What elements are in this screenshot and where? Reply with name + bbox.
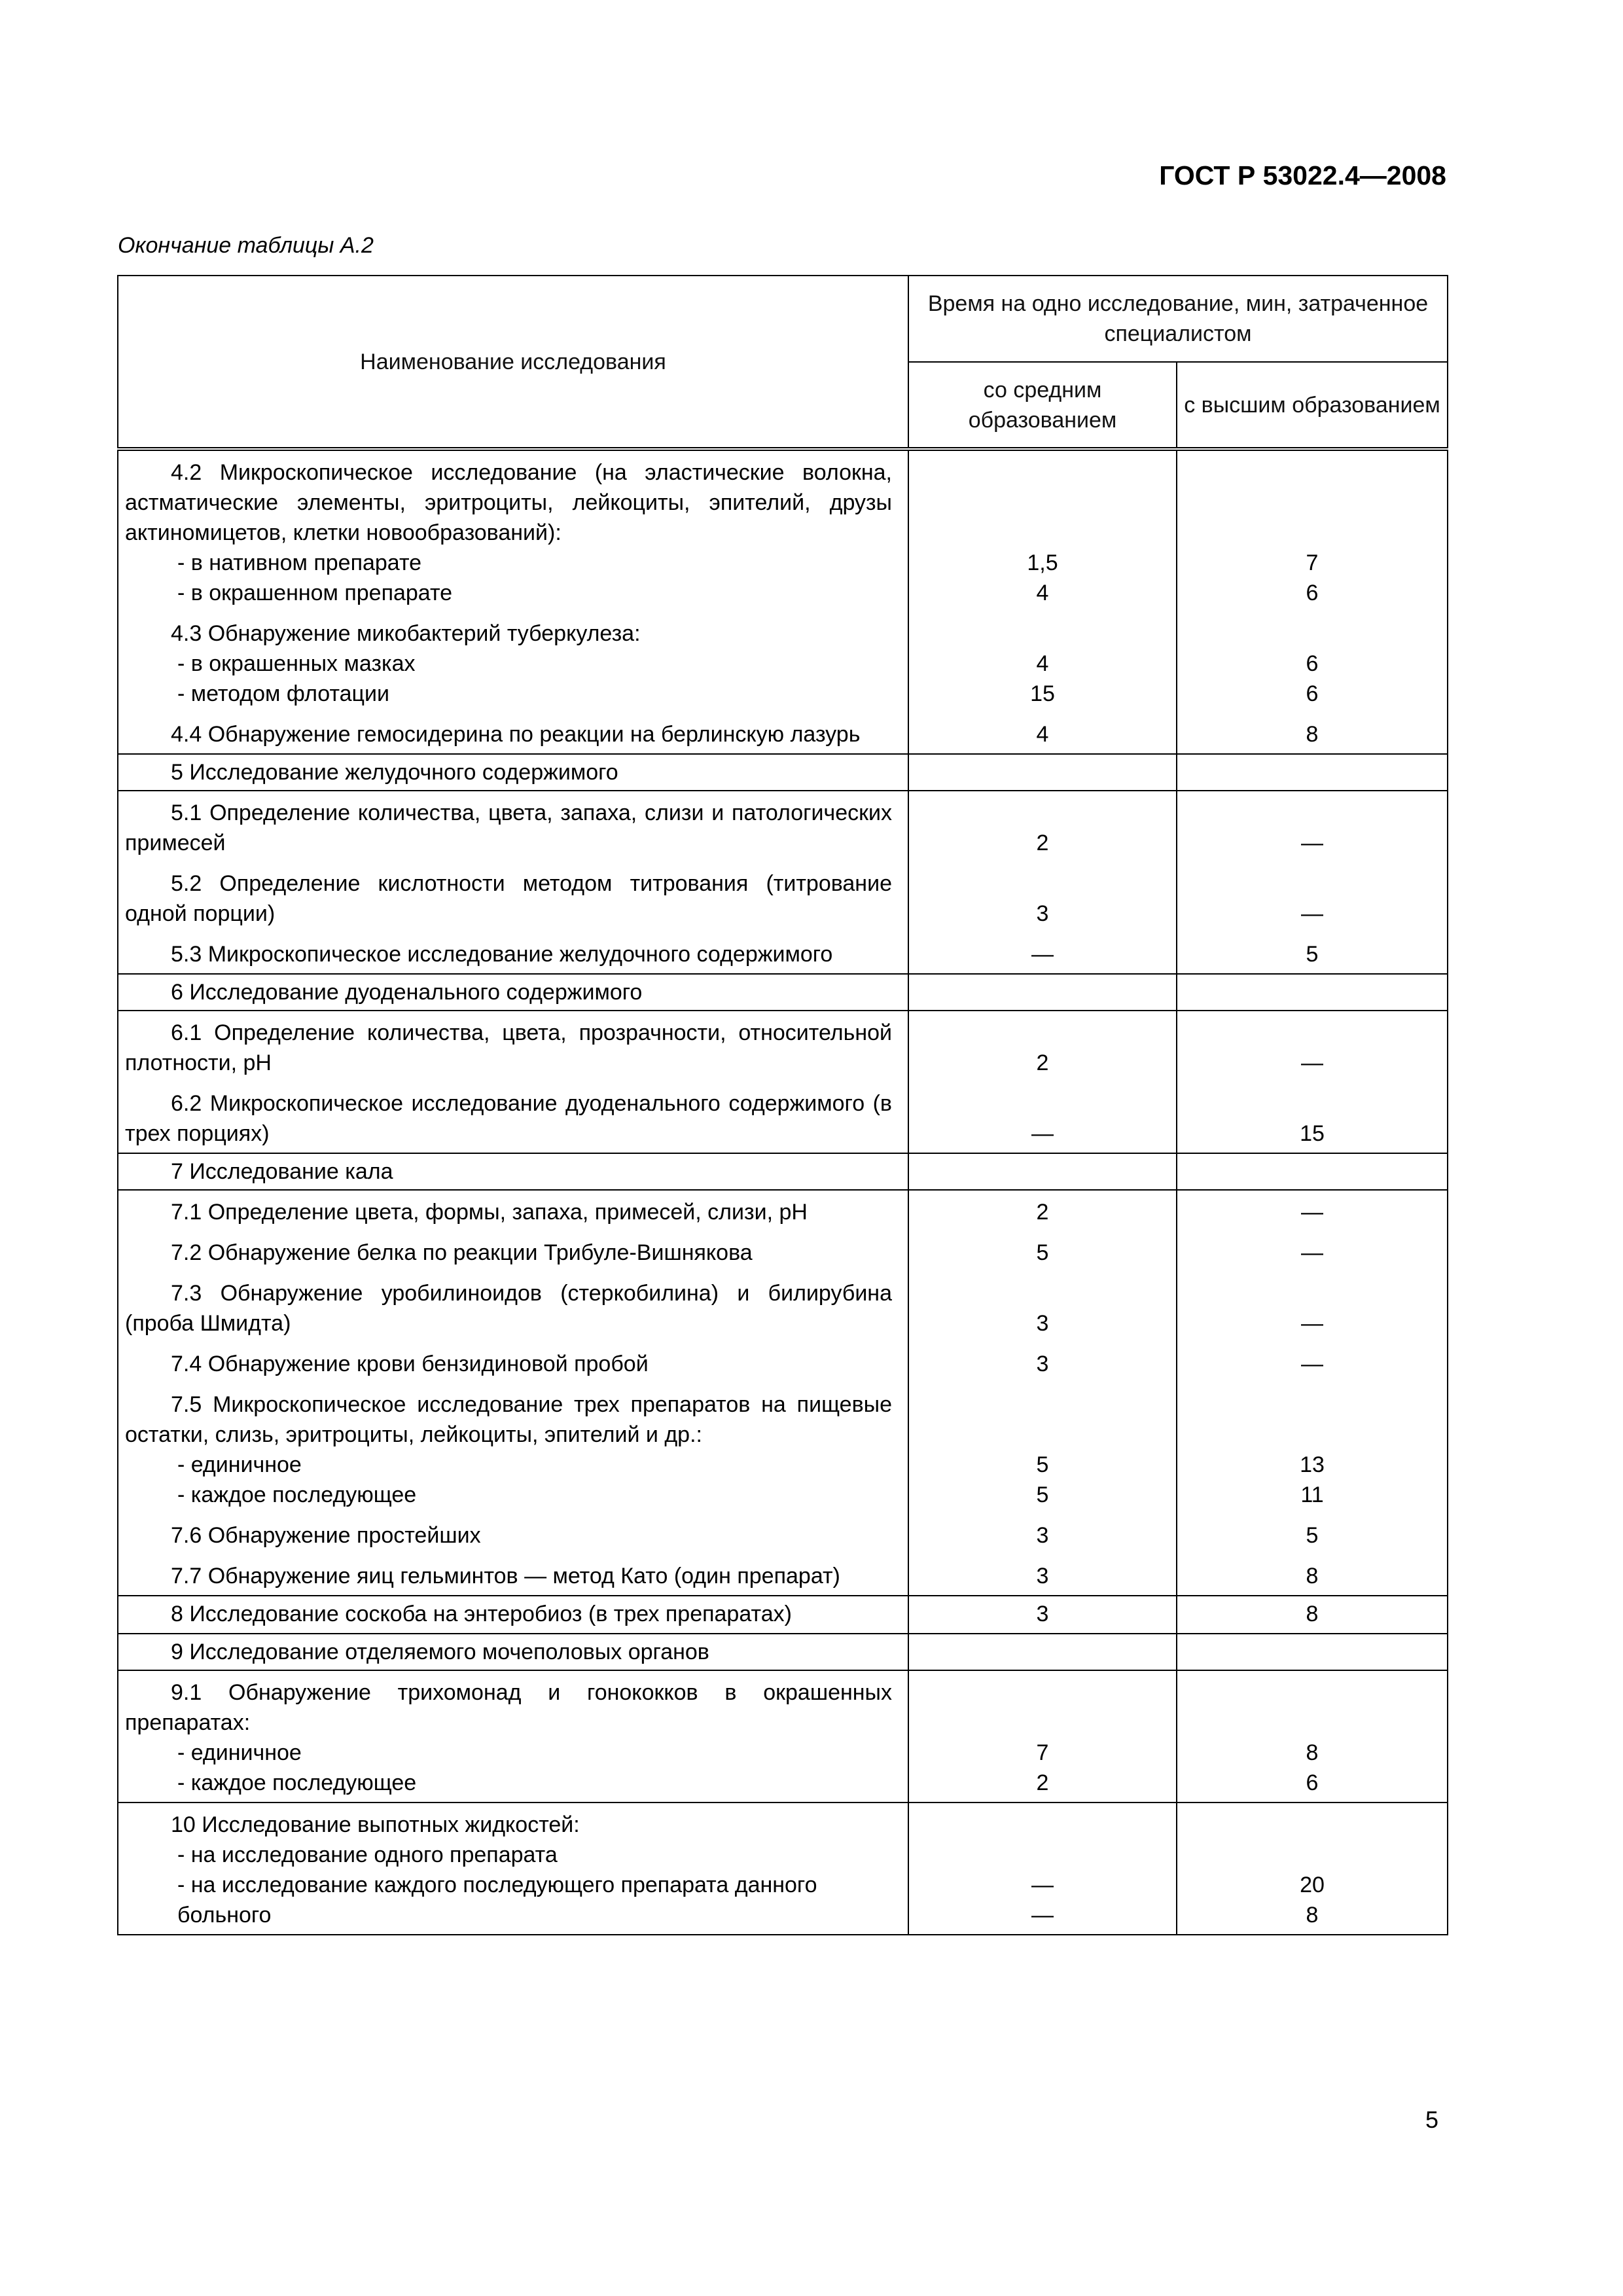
high-value: — [1301,1050,1323,1075]
high-value: 8 [1306,1564,1319,1588]
high-values [1177,1810,1447,1930]
mid-values [909,1349,1176,1379]
mid-value: 2 [1036,1050,1049,1075]
high-values [1177,1018,1447,1078]
high-value: 8 [1306,722,1319,747]
mid-values [909,719,1176,749]
mid-value: 5 [1036,1240,1049,1265]
investigation-item [125,1810,892,1930]
high-value: — [1301,1311,1323,1336]
sub-item-text: - в окрашенных мазках [177,651,416,676]
high-values [1177,1349,1447,1379]
high-values [1177,1677,1447,1798]
investigation-cell [118,791,908,974]
mid-values [909,1238,1176,1268]
high-values [1177,457,1447,608]
mid-value-cell [908,1803,1177,1935]
high-value: 5 [1306,1523,1319,1548]
high-value-cell [1177,449,1448,754]
high-value: — [1301,901,1323,926]
table-row [118,791,1448,974]
mid-value: 2 [1036,831,1049,855]
mid-value: 3 [1036,901,1049,926]
sub-item-text: - в окрашенном препарате [177,581,453,605]
item-text: 6.1 Определение количества, цвета, прозрачности, относительной плотности, рН [125,1020,892,1075]
time-norms-table [117,275,1448,1935]
high-value-cell [1177,791,1448,974]
investigation-item [125,939,892,969]
mid-value-cell [908,1190,1177,1596]
mid-value-cell [908,791,1177,974]
high-values [1177,869,1447,929]
mid-values [909,1810,1176,1930]
item-text: 7.1 Определение цвета, формы, запаха, примесей, слизи, рН [171,1200,808,1225]
high-value: — [1301,1200,1323,1225]
mid-value: 15 [1030,681,1055,706]
section-row [118,1596,1448,1634]
high-value: 11 [1300,1482,1324,1507]
high-value: 6 [1306,1770,1319,1795]
investigation-item [125,1197,892,1227]
high-values [1177,719,1447,749]
high-value-cell [1177,1011,1448,1153]
high-value: — [1301,1352,1323,1376]
item-text: 9.1 Обнаружение трихомонад и гонококков в окрашенных препаратах: [125,1680,892,1735]
high-value-cell [1177,1596,1448,1634]
item-text: 7.2 Обнаружение белка по реакции Трибуле-Вишнякова [171,1240,753,1265]
section-title: 5 Исследование желудочного содержимого [171,760,618,785]
high-value: 6 [1306,651,1319,676]
investigation-item [125,1088,892,1149]
mid-value: 7 [1036,1740,1049,1765]
mid-value: 4 [1036,651,1049,676]
mid-value: 5 [1036,1452,1049,1477]
table-row [118,1670,1448,1803]
investigation-item [125,1018,892,1078]
mid-value: — [1031,942,1054,967]
high-value-cell [1177,1190,1448,1596]
mid-value: 3 [1036,1564,1049,1588]
mid-value-cell [908,754,1177,791]
mid-values [909,1197,1176,1227]
mid-value-cell [908,1011,1177,1153]
mid-value: 4 [1036,722,1049,747]
item-text: 7.7 Обнаружение яиц гельминтов — метод Като (один препарат) [171,1564,840,1588]
high-value: 8 [1306,1903,1319,1928]
high-values [1177,619,1447,709]
high-value-cell [1177,754,1448,791]
investigation-cell [118,974,908,1011]
mid-value-cell [908,974,1177,1011]
high-values [1177,1520,1447,1551]
column-header-name: Наименование исследования [118,276,908,449]
investigation-item [125,719,892,749]
mid-value: 2 [1036,1200,1049,1225]
high-value: 15 [1300,1121,1325,1146]
investigation-item [125,869,892,929]
column-header-high: с высшим образованием [1177,362,1448,449]
section-row [118,1634,1448,1670]
high-value: 13 [1300,1452,1325,1477]
sub-item-text: - единичное [177,1452,302,1477]
item-text: 7.5 Микроскопическое исследование трех препаратов на пищевые остатки, слизь, эритроциты, лейкоциты, эпителий и др.: [125,1392,892,1447]
document-code: ГОСТ Р 53022.4—2008 [1159,160,1446,190]
item-text: 7.4 Обнаружение крови бензидиновой пробой [171,1352,649,1376]
high-values [1177,1238,1447,1268]
column-header-time: Время на одно исследование, мин, затраченное специалистом [908,276,1448,362]
mid-value: — [1031,1873,1054,1897]
mid-value: 2 [1036,1770,1049,1795]
mid-value-cell [908,1670,1177,1803]
high-values [1177,1390,1447,1510]
investigation-item [125,1349,892,1379]
high-values [1177,1561,1447,1591]
high-value: 5 [1306,942,1319,967]
mid-values [909,939,1176,969]
investigation-cell [118,1634,908,1670]
section-title: 8 Исследование соскоба на энтеробиоз (в трех препаратах) [171,1602,792,1626]
high-values [1177,1278,1447,1338]
mid-values [909,1278,1176,1338]
investigation-item [125,1520,892,1551]
section-row [118,754,1448,791]
high-value-cell [1177,1803,1448,1935]
mid-values [909,1520,1176,1551]
mid-value: 3 [1036,1602,1049,1626]
investigation-item [125,1390,892,1510]
table-row [118,1803,1448,1935]
investigation-cell [118,1153,908,1190]
table-caption: Окончание таблицы А.2 [118,233,374,258]
mid-value-cell [908,1153,1177,1190]
mid-value: 3 [1036,1523,1049,1548]
section-title: 9 Исследование отделяемого мочеполовых органов [171,1640,709,1664]
sub-item-text: - каждое последующее [177,1482,417,1507]
sub-item-text: - на исследование каждого последующего препарата данного больного [177,1873,817,1928]
page-number: 5 [1425,2106,1438,2133]
sub-item-text: - на исследование одного препарата [177,1842,558,1867]
item-text: 7.3 Обнаружение уробилиноидов (стеркобилина) и билирубина (проба Шмидта) [125,1281,892,1336]
high-value-cell [1177,974,1448,1011]
mid-value-cell [908,1634,1177,1670]
investigation-item [125,1561,892,1591]
mid-value: 3 [1036,1352,1049,1376]
high-values [1177,798,1447,858]
mid-value-cell [908,449,1177,754]
investigation-cell [118,1190,908,1596]
item-text: 4.4 Обнаружение гемосидерина по реакции на берлинскую лазурь [171,722,861,747]
investigation-cell [118,1596,908,1634]
section-title: 6 Исследование дуоденального содержимого [171,980,643,1005]
sub-item-text: - каждое последующее [177,1770,417,1795]
mid-value: 4 [1036,581,1049,605]
mid-values [909,1677,1176,1798]
high-value: — [1301,831,1323,855]
item-text: 7.6 Обнаружение простейших [171,1523,481,1548]
high-value-cell [1177,1153,1448,1190]
investigation-cell [118,1011,908,1153]
column-header-mid: со средним образованием [908,362,1177,449]
mid-value-cell [908,1596,1177,1634]
item-text: 5.3 Микроскопическое исследование желудочного содержимого [171,942,833,967]
section-row [118,974,1448,1011]
high-value-cell [1177,1634,1448,1670]
item-text: 10 Исследование выпотных жидкостей: [171,1812,580,1837]
investigation-item [125,1278,892,1338]
investigation-cell [118,1803,908,1935]
mid-values [909,457,1176,608]
sub-item-text: - методом флотации [177,681,390,706]
high-value: — [1301,1240,1323,1265]
table-row [118,449,1448,754]
mid-value: 5 [1036,1482,1049,1507]
item-text: 4.3 Обнаружение микобактерий туберкулеза: [171,621,641,646]
mid-values [909,1088,1176,1149]
high-values [1177,939,1447,969]
sub-item-text: - в нативном препарате [177,550,422,575]
investigation-item [125,457,892,608]
investigation-cell [118,1670,908,1803]
section-title: 7 Исследование кала [171,1159,393,1184]
high-values [1177,1197,1447,1227]
item-text: 4.2 Микроскопическое исследование (на эластические волокна, астматические элементы, эритроциты, лейкоциты, эпителий, друзы актиномицетов, клетки новообразований): [125,460,892,545]
high-value: 20 [1300,1873,1325,1897]
high-value: 6 [1306,681,1319,706]
high-value: 6 [1306,581,1319,605]
sub-item-text: - единичное [177,1740,302,1765]
investigation-item [125,619,892,709]
mid-value: — [1031,1121,1054,1146]
mid-value: 3 [1036,1311,1049,1336]
item-text: 5.1 Определение количества, цвета, запаха, слизи и патологических примесей [125,800,892,855]
high-value: 7 [1306,550,1319,575]
mid-values [909,1018,1176,1078]
table-row [118,1011,1448,1153]
investigation-item [125,1677,892,1798]
item-text: 5.2 Определение кислотности методом титрования (титрование одной порции) [125,871,892,926]
table-body [118,449,1448,1935]
section-row [118,1153,1448,1190]
mid-values [909,1390,1176,1510]
high-values [1177,1088,1447,1149]
mid-value: — [1031,1903,1054,1928]
investigation-item [125,798,892,858]
mid-values [909,798,1176,858]
table-row [118,1190,1448,1596]
mid-value: 1,5 [1027,550,1058,575]
item-text: 6.2 Микроскопическое исследование дуоденального содержимого (в трех порциях) [125,1091,892,1146]
investigation-item [125,1238,892,1268]
mid-values [909,619,1176,709]
mid-values [909,869,1176,929]
investigation-cell [118,754,908,791]
high-value-cell [1177,1670,1448,1803]
investigation-cell [118,449,908,754]
mid-values [909,1561,1176,1591]
high-value: 8 [1306,1740,1319,1765]
high-value: 8 [1306,1602,1319,1626]
